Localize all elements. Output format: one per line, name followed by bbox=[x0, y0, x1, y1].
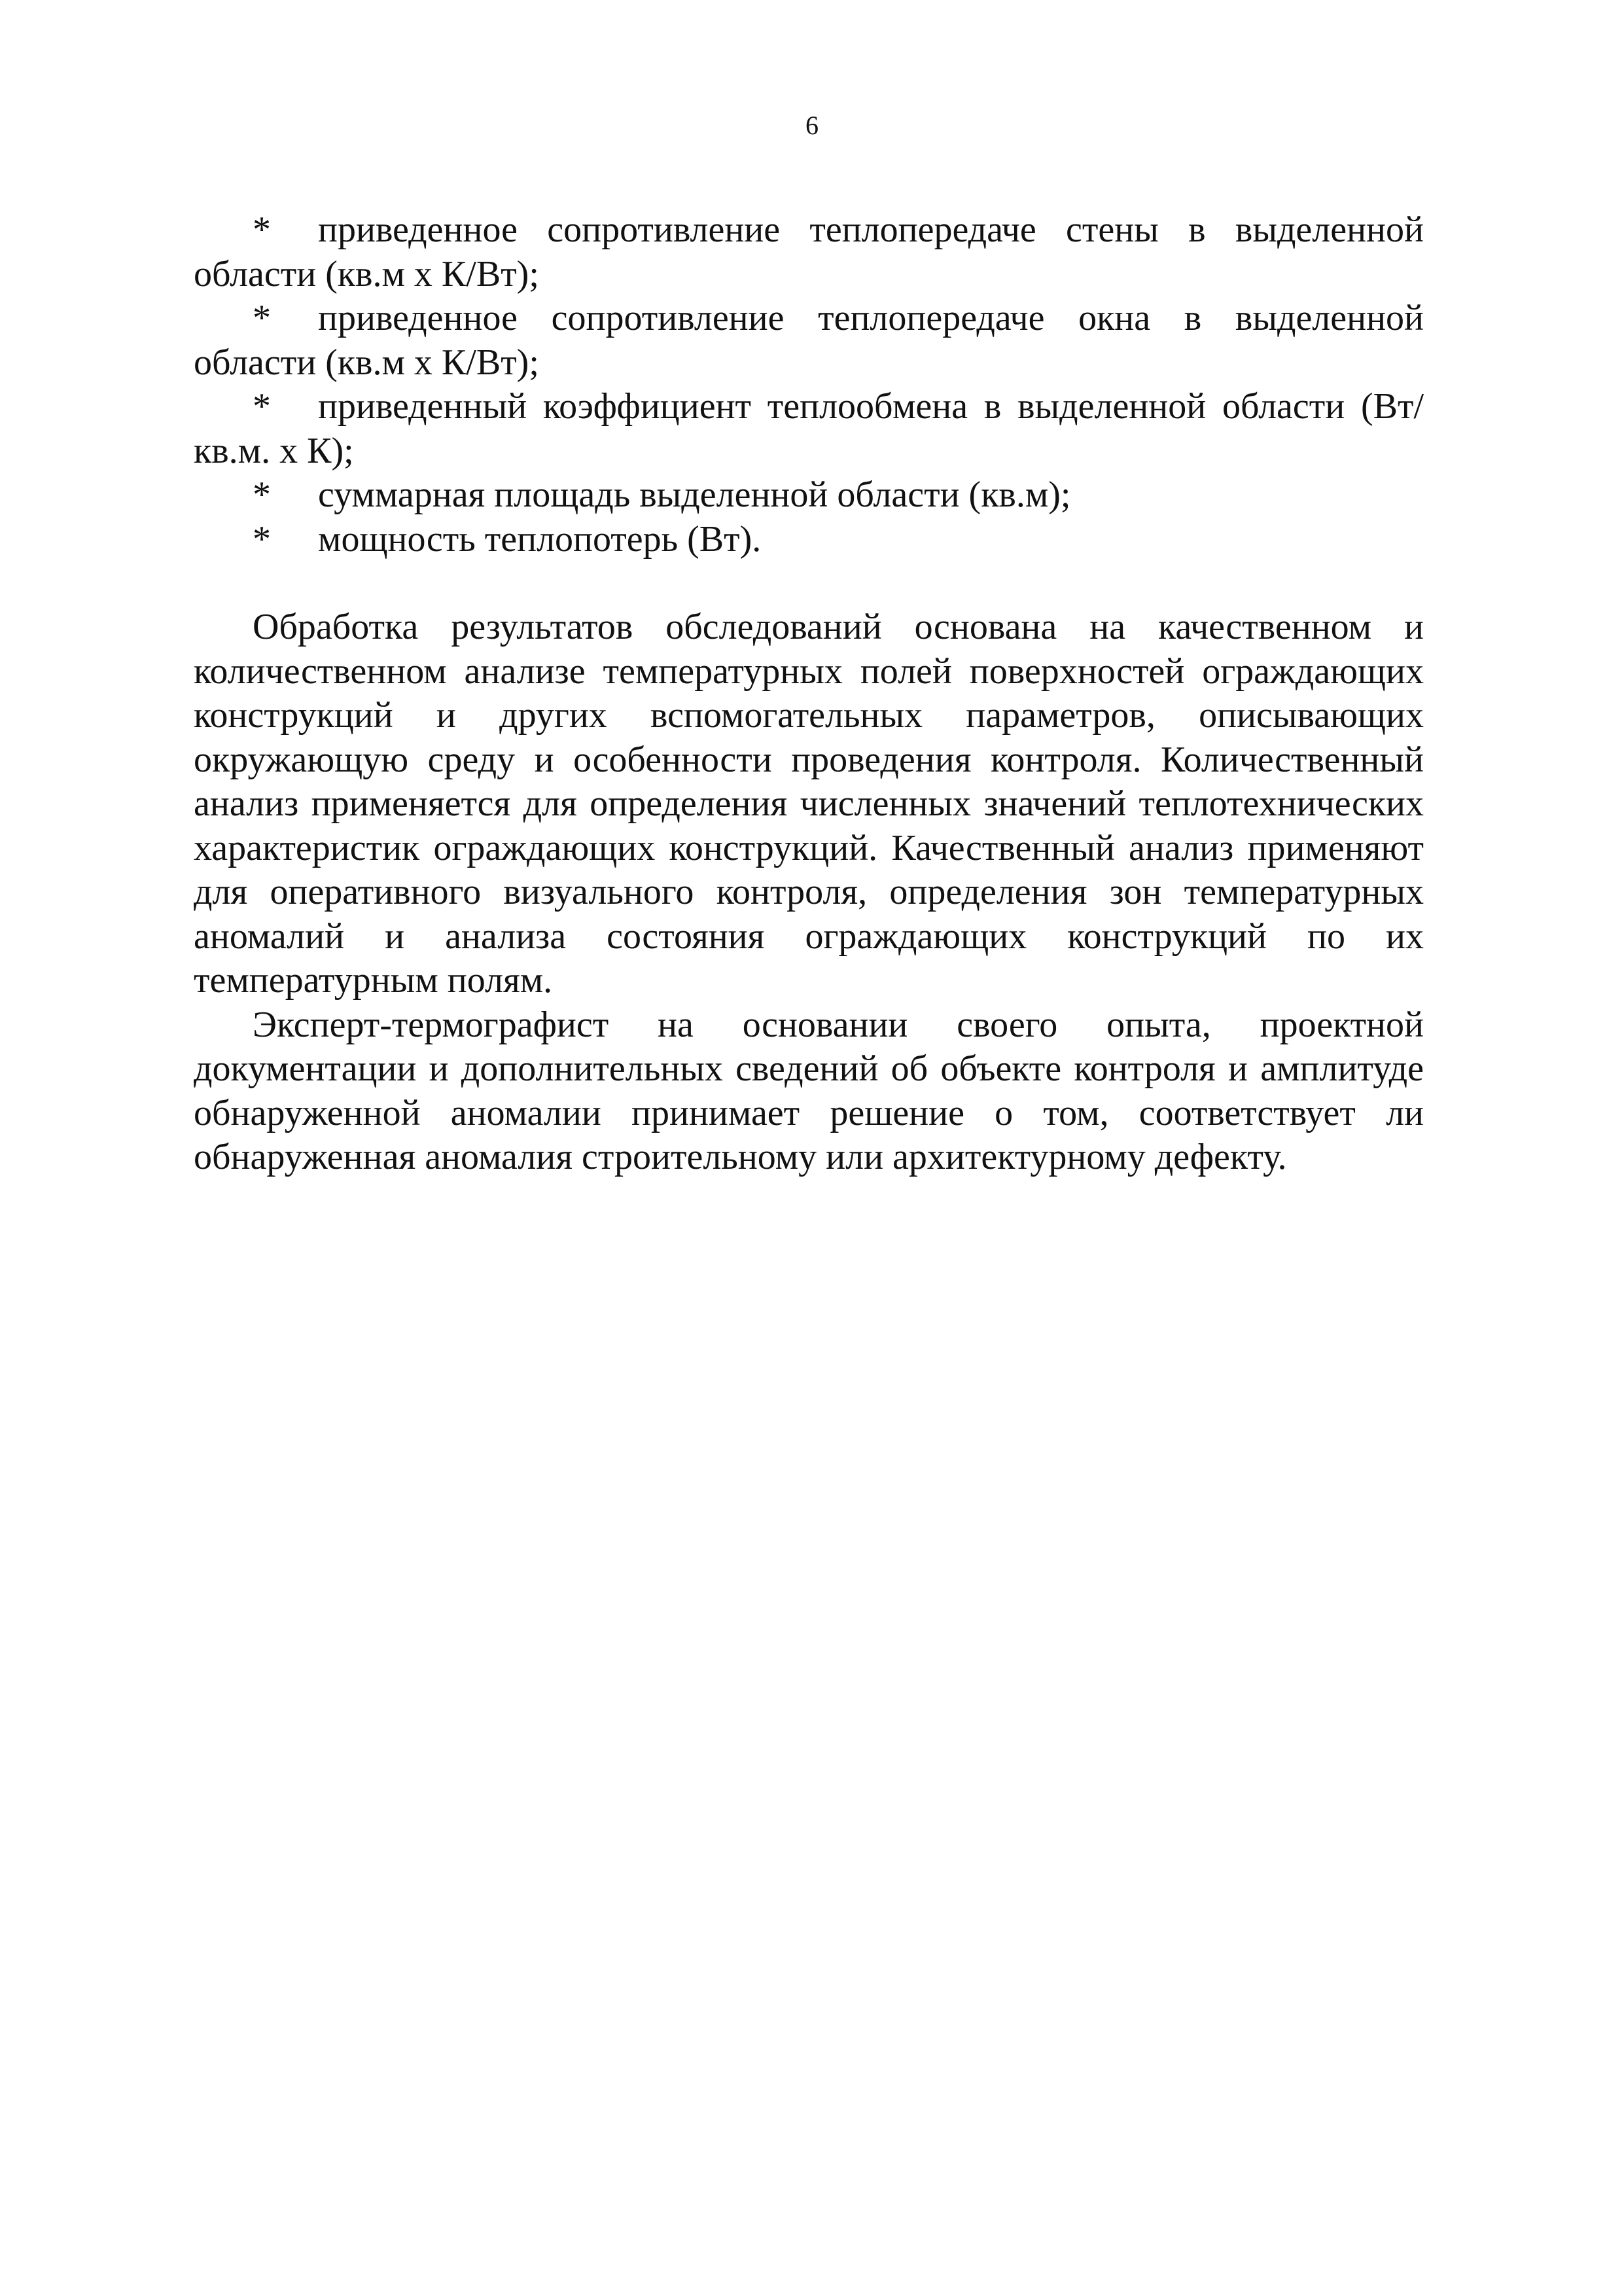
bullet-item-wall-resistance bbox=[194, 208, 1424, 296]
document-body bbox=[194, 208, 1424, 1180]
bullet-text: приведенный коэффициент теплообмена в выделенной области (Вт/ кв.м. х К); bbox=[194, 386, 1424, 471]
bullet-item-window-resistance bbox=[194, 296, 1424, 385]
bullet-item-total-area bbox=[194, 473, 1424, 518]
paragraph-processing: Обработка результатов обследований основана на качественном и количественном анализе температурных полей поверхностей ограждающих конструкций и других вспомогательных параметров, описывающих окружающую среду и особенности проведения контроля. Количественный анализ применяется для определения численных значений теплотехнических характеристик ограждающих конструкций. Качественный анализ применяют для оперативного визуального контроля, определения зон температурных аномалий и анализа состояния ограждающих конструкций по их температурным полям. bbox=[194, 607, 1424, 1001]
page-number: 6 bbox=[805, 111, 819, 140]
bullet-text: приведенное сопротивление теплопередаче окна в выделенной области (кв.м х К/Вт); bbox=[194, 298, 1424, 383]
bullet-marker: * bbox=[253, 298, 271, 338]
section-spacer bbox=[194, 561, 1424, 605]
bullet-item-heat-loss-power bbox=[194, 518, 1424, 562]
bullet-marker: * bbox=[253, 209, 271, 250]
bullet-text: суммарная площадь выделенной области (кв.м); bbox=[318, 474, 1071, 515]
bullet-text: мощность теплопотерь (Вт). bbox=[318, 518, 762, 560]
paragraph-expert: Эксперт-термографист на основании своего опыта, проектной документации и дополнительных сведений об объекте контроля и амплитуде обнаруженной аномалии принимает решение о том, соответствует ли обнаруженная аномалия строительному или архитектурному дефекту. bbox=[194, 1004, 1424, 1177]
bullet-marker: * bbox=[253, 474, 271, 515]
bullet-item-heat-exchange-coefficient bbox=[194, 385, 1424, 473]
bullet-marker: * bbox=[253, 386, 271, 427]
bullet-text: приведенное сопротивление теплопередаче стены в выделенной области (кв.м х К/Вт); bbox=[194, 209, 1424, 294]
bullet-marker: * bbox=[253, 518, 271, 560]
